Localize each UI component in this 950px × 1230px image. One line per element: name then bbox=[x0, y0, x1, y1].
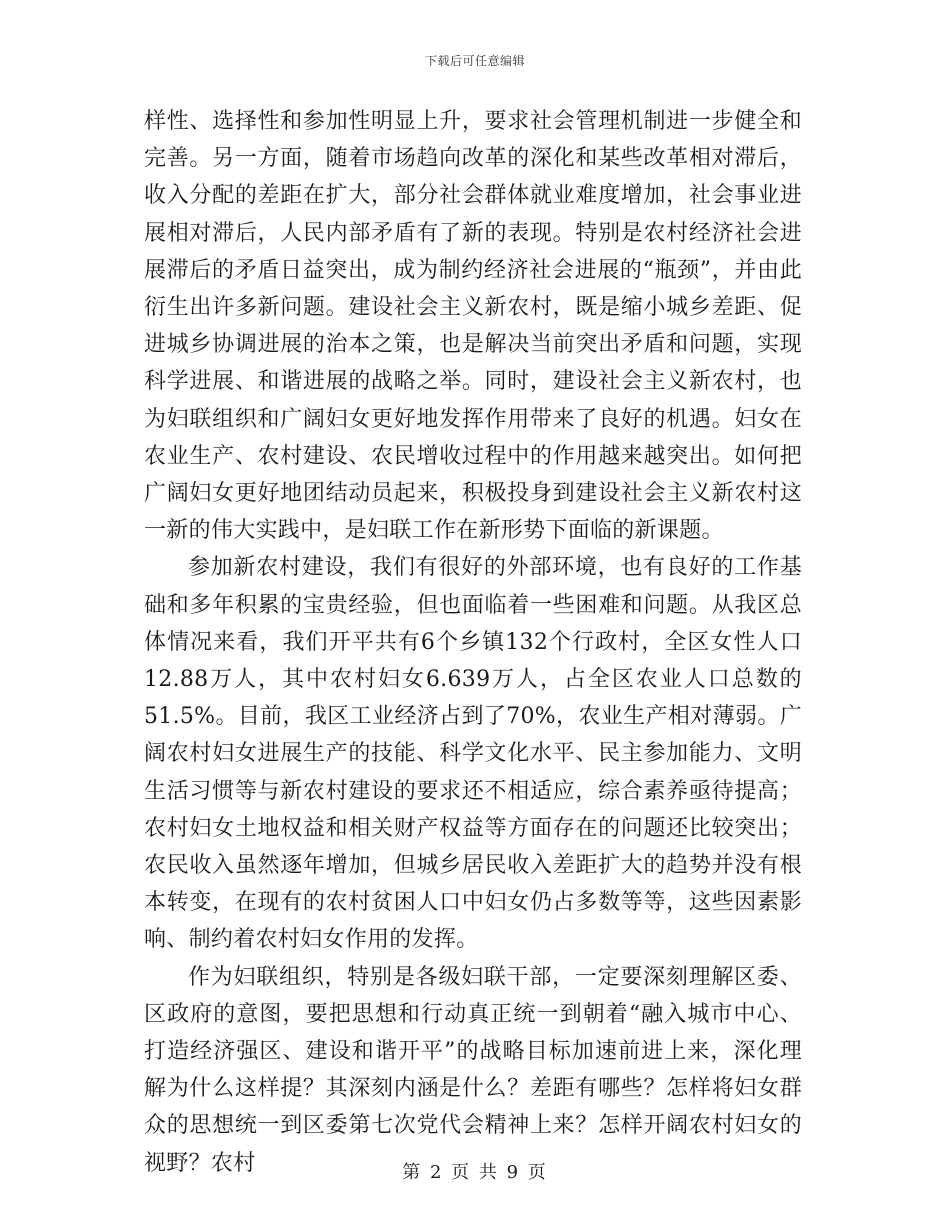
page-number-footer: 第 2 页 共 9 页 bbox=[402, 1162, 548, 1183]
paragraph: 参加新农村建设，我们有很好的外部环境，也有良好的工作基础和多年积累的宝贵经验，但也面临着一些困难和问题。从我区总体情况来看，我们开平共有6个乡镇132个行政村，全区女性人口12.88万人，其中农村妇女6.639万人，占全区农业人口总数的51.5%。目前，我区工业经济占到了70%，农业生产相对薄弱。广阔农村妇女进展生产的技能、科学文化水平、民主参加能力、文明生活习惯等与新农村建设的要求还不相适应，综合素养亟待提高；农村妇女土地权益和相关财产权益等方面存在的问题还比较突出；农民收入虽然逐年增加，但城乡居民收入差距扩大的趋势并没有根本转变，在现有的农村贫困人口中妇女仍占多数等等，这些因素影响、制约着农村妇女作用的发挥。 bbox=[144, 555, 802, 953]
paragraph-continued: 样性、选择性和参加性明显上升，要求社会管理机制进一步健全和完善。另一方面，随着市场趋向改革的深化和某些改革相对滞后，收入分配的差距在扩大，部分社会群体就业难度增加，社会事业进展相对滞后，人民内部矛盾有了新的表现。特别是农村经济社会进展滞后的矛盾日益突出，成为制约经济社会进展的“瓶颈”，并由此衍生出许多新问题。建设社会主义新农村，既是缩小城乡差距、促进城乡协调进展的治本之策，也是解决当前突出矛盾和问题，实现科学进展、和谐进展的战略之举。同时，建设社会主义新农村，也为妇联组织和广阔妇女更好地发挥作用带来了良好的机遇。妇女在农业生产、农村建设、农民增收过程中的作用越来越突出。如何把广阔妇女更好地团结动员起来，积极投身到建设社会主义新农村这一新的伟大实践中，是妇联工作在新形势下面临的新课题。 bbox=[144, 109, 802, 544]
paragraph: 作为妇联组织，特别是各级妇联干部，一定要深刻理解区委、区政府的意图，要把思想和行动真正统一到朝着“融入城市中心、打造经济强区、建设和谐开平”的战略目标加速前进上来，深化理解为什么这样提？其深刻内涵是什么？差距有哪些？怎样将妇女群众的思想统一到区委第七次党代会精神上来？怎样开阔农村妇女的视野？农村 bbox=[144, 964, 802, 1176]
body-text bbox=[144, 103, 802, 1182]
page-header-note: 下载后可任意编辑 bbox=[424, 54, 525, 68]
